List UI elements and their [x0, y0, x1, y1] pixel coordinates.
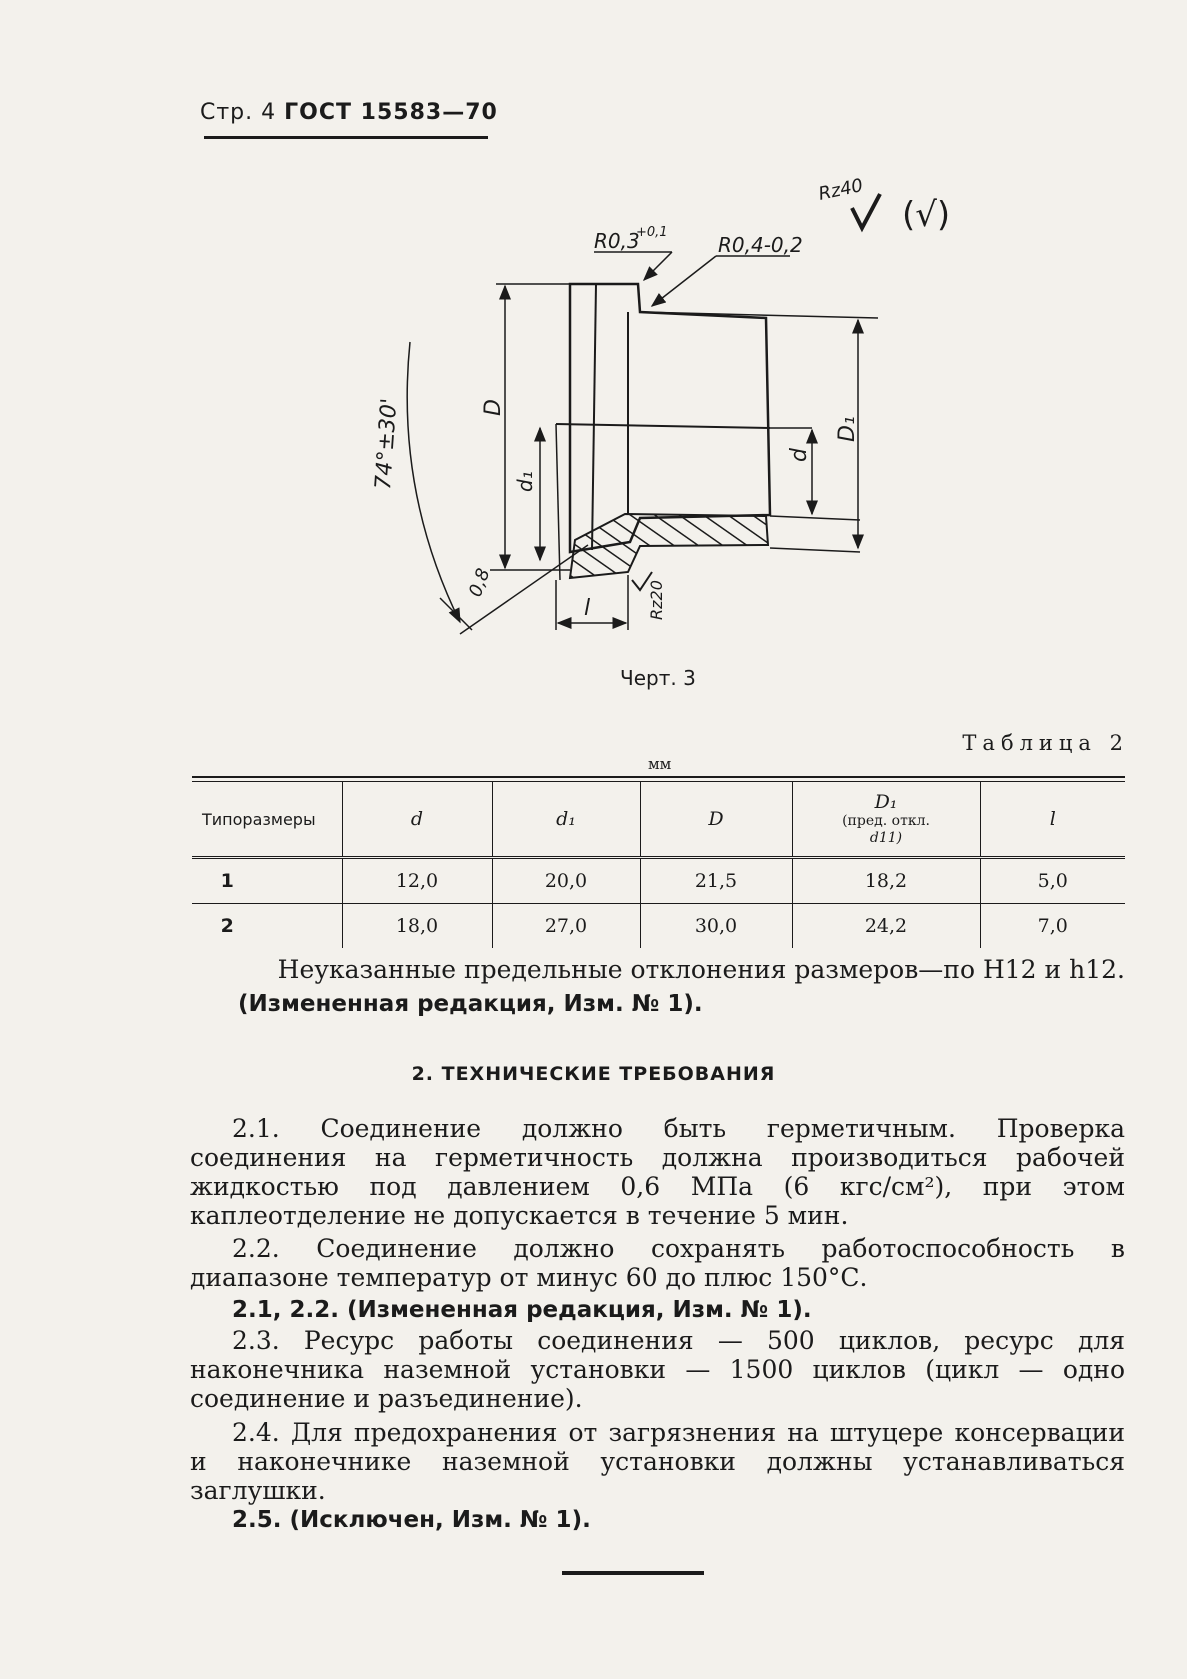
col-header-D1-note2: d11) [869, 830, 903, 846]
col-header-d: d [342, 782, 492, 858]
note-text: Неуказанные предельные отклонения размеров—по Н12 и h12. [277, 955, 1125, 984]
table-cell: 12,0 [342, 858, 492, 904]
paragraph-2-5: 2.5. (Исключен, Изм. № 1). [232, 1507, 591, 1533]
table-cell: 18,2 [792, 858, 980, 904]
table-cell: 5,0 [980, 858, 1125, 904]
table-title: Таблица 2 [962, 731, 1129, 755]
table-cell: 30,0 [640, 904, 792, 949]
label-l: l [584, 596, 591, 621]
technical-drawing [0, 160, 1187, 660]
paragraph-2-1 [190, 1114, 1125, 1230]
paragraph-2-3 [190, 1326, 1125, 1413]
part-outline [570, 284, 770, 552]
label-check-paren: (√) [902, 195, 951, 235]
label-angle: 74°±30' [371, 397, 403, 491]
col-header-D1-label: D₁ [874, 791, 898, 813]
table-row [192, 858, 1125, 904]
col-header-D1 [792, 782, 980, 858]
spec-table-wrap [192, 776, 1125, 948]
table-unit: мм [648, 755, 672, 773]
table-cell: 21,5 [640, 858, 792, 904]
figure-caption: Черт. 3 [620, 666, 696, 690]
table-cell: 20,0 [492, 858, 640, 904]
paragraph-2-4 [190, 1418, 1125, 1505]
label-chamfer: 0,8 [464, 565, 495, 600]
page-number: Стр. 4 [200, 100, 277, 125]
label-D: D [481, 399, 506, 416]
label-r03-tol: +0,1 [636, 225, 668, 240]
table-cell: 1 [192, 858, 342, 904]
paragraph-2-2 [190, 1234, 1125, 1292]
table-row [192, 904, 1125, 949]
paragraph-2-4-text: 2.4. Для предохранения от загрязнения на штуцере консервации и наконечнике наземной установки должны устанавливаться заглушки. [190, 1418, 1125, 1505]
angle-arc [407, 342, 460, 622]
amend-2-2: 2.1, 2.2. (Измененная редакция, Изм. № 1). [232, 1297, 812, 1323]
roughness-symbol [852, 194, 880, 228]
paragraph-2-1-text: 2.1. Соединение должно быть герметичным. Проверка соединения на герметичность должна производиться рабочей жидкостью под давлением 0,6 МПа (6 кгс/см²), при этом каплеотделение не допускается в течение 5 мин. [190, 1114, 1125, 1230]
col-header-size: Типоразмеры [192, 782, 342, 858]
section-title: 2. ТЕХНИЧЕСКИЕ ТРЕБОВАНИЯ [411, 1063, 776, 1085]
col-header-D: D [640, 782, 792, 858]
page-header [200, 100, 498, 125]
col-header-D1-note: (пред. откл. [842, 813, 930, 829]
table-cell: 24,2 [792, 904, 980, 949]
label-d1: d₁ [513, 471, 537, 492]
col-header-l: l [980, 782, 1125, 858]
label-r04: R0,4-0,2 [718, 233, 803, 257]
standard-code: ГОСТ 15583—70 [284, 100, 498, 125]
label-rz40: Rz40 [816, 175, 865, 205]
spec-table [192, 782, 1125, 948]
hatched-section [570, 514, 768, 578]
col-header-d1: d₁ [492, 782, 640, 858]
end-rule [562, 1571, 704, 1575]
label-D1: D₁ [835, 416, 860, 442]
table-cell: 2 [220, 915, 234, 937]
header-rule [204, 136, 488, 139]
label-d: d [787, 448, 812, 462]
paragraph-2-2-text: 2.2. Соединение должно сохранять работоспособность в диапазоне температур от минус 60 до плюс 150°С. [190, 1234, 1125, 1292]
note-amend: (Измененная редакция, Изм. № 1). [238, 991, 703, 1017]
label-r03: R0,3 [594, 229, 640, 253]
paragraph-2-3-text: 2.3. Ресурс работы соединения — 500 циклов, ресурс для наконечника наземной установки — 1500 циклов (цикл — одно соединение и разъединение). [190, 1326, 1125, 1413]
label-rz20: Rz20 [647, 580, 666, 620]
table-cell: 27,0 [492, 904, 640, 949]
table-cell: 18,0 [342, 904, 492, 949]
table-cell: 7,0 [980, 904, 1125, 949]
